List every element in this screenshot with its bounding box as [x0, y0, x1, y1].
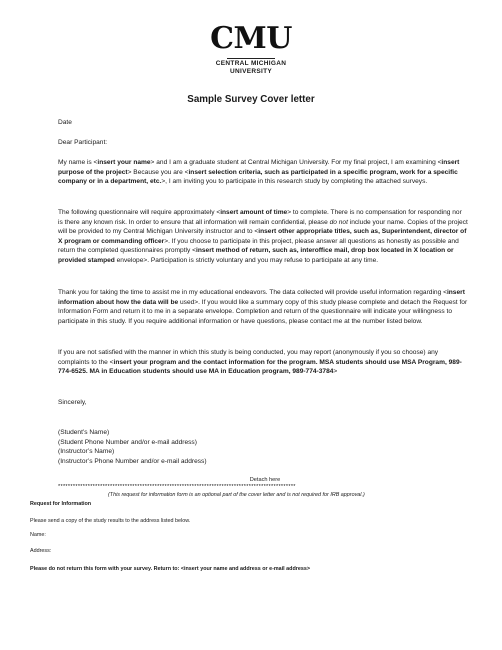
logo-subtitle-line2: UNIVERSITY — [229, 68, 272, 75]
signature-line: (Instructor’s Phone Number and/or e-mail address) — [58, 457, 207, 465]
paragraph-thanks: Thank you for taking the time to assist me in my educational endeavors. The data collected will provide useful information regarding <insert information about how the data will be used>. If you would like a summary copy of this study please complete and detach the Request for Information Form and return it to me in a separate envelope. Completion and return of the questionnaire will indicate your willingness to participate in this study. If you require additional information or have questions, please contact me at the number listed below. — [58, 289, 468, 325]
cmu-logo: CMU — [210, 21, 292, 56]
form-name-label: Name: — [30, 532, 46, 538]
paragraph-intro: My name is <insert your name> and I am a graduate student at Central Michigan University. For my final project, I am examining <insert purpose of the project> Because you are <insert selection criteria, such as participated in a specific program, work for a specific company or in a department, etc.>, I am inviting you to participate in this research study by completing the attached surveys. — [58, 159, 460, 186]
detach-separator: ************************************************************************************************ — [58, 484, 296, 490]
form-title: Request for Information — [30, 501, 92, 507]
paragraph-complaints: If you are not satisfied with the manner in which this study is being conducted, you may report (anonymously if you so choose) any complaints to the <insert your program and the contact information for the program. MSA students should use MSA Program, 989-774-6525. MA in Education students should use MA in Education program, 989-774-3784> — [58, 349, 462, 376]
form-address-label: Address: — [30, 548, 52, 554]
signature-line: (Student Phone Number and/or e-mail address) — [58, 438, 197, 446]
signature-line: (Instructor’s Name) — [58, 448, 115, 456]
date-line: Date — [58, 119, 72, 126]
signature-line: (Student’s Name) — [58, 429, 110, 436]
closing: Sincerely, — [58, 399, 87, 406]
form-instruction: Please send a copy of the study results to the address listed below. — [30, 518, 191, 524]
form-return-note: Please do not return this form with your survey. Return to: <insert your name and address or e-mail address> — [30, 566, 310, 572]
logo-subtitle-line1: CENTRAL MICHIGAN — [215, 60, 287, 67]
greeting: Dear Participant: — [58, 139, 108, 146]
detach-note: (This request for information form is an optional part of the cover letter and is not required for IRB approval.) — [108, 492, 365, 498]
signature-block — [58, 428, 468, 466]
logo-divider — [227, 58, 275, 59]
paragraph-instructions: The following questionnaire will require approximately <insert amount of time> to complete. There is no compensation for responding nor is there any known risk. In order to ensure that all information will remain confidential, please do not include your name. Copies of the project will be provided to my Central Michigan University instructor and to <insert other appropriate titles, such as, Superintendent, director of X program or commanding officer>. If you choose to participate in this project, please answer all questions as honestly as possible and return the completed questionnaires promptly <insert method of return, such as, interoffice mail, drop box located in X location or provided stamped envelope>. Participation is strictly voluntary and you may refuse to participate at any time. — [58, 209, 468, 264]
page-title: Sample Survey Cover letter — [187, 94, 315, 105]
detach-label: Detach here — [249, 477, 281, 483]
